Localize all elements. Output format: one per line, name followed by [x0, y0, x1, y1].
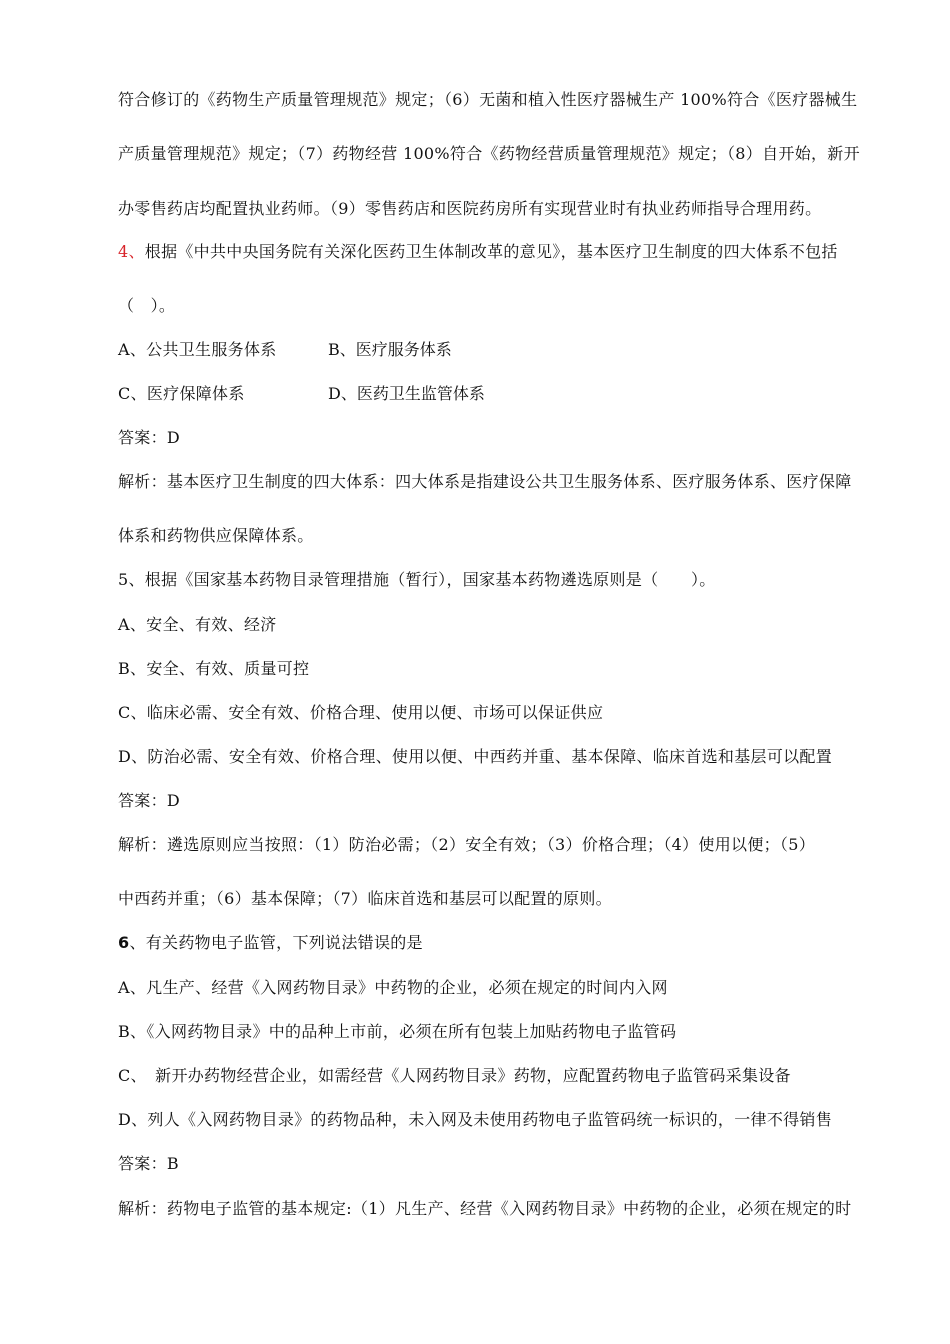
question-4-explanation-2: 体系和药物供应保障体系。: [118, 526, 314, 545]
question-4: [118, 241, 838, 263]
question-4-option-b: B、医疗服务体系: [328, 340, 452, 359]
question-4-option-d: D、医药卫生监管体系: [328, 384, 485, 403]
question-6-option-d: D、列人《入网药物目录》的药物品种，未入网及未使用药物电子监管码统一标识的，一律不得销售: [118, 1110, 833, 1129]
question-6: [118, 932, 423, 954]
question-5-option-c: C、临床必需、安全有效、价格合理、使用以便、市场可以保证供应: [118, 703, 604, 722]
question-4-option-c: C、医疗保障体系: [118, 384, 245, 403]
question-5-option-a: A、安全、有效、经济: [118, 615, 277, 634]
question-6-number: 6: [118, 933, 130, 952]
question-5-explanation-1: 解析：遴选原则应当按照：（1）防治必需；（2）安全有效；（3）价格合理；（4）使用以便；（5）: [118, 835, 815, 854]
question-6-text: 、有关药物电子监管，下列说法错误的是: [129, 933, 423, 952]
question-6-option-c: C、 新开办药物经营企业，如需经营《人网药物目录》药物，应配置药物电子监管码采集设备: [118, 1066, 791, 1085]
question-4-number: 4、: [118, 242, 145, 261]
question-6-option-b: B、《入网药物目录》中的品种上市前，必须在所有包装上加贴药物电子监管码: [118, 1022, 677, 1041]
question-6-answer: 答案：B: [118, 1154, 179, 1173]
intro-line-1: 符合修订的《药物生产质量管理规范》规定；（6）无菌和植入性医疗器械生产 100%符合《医疗器械生: [118, 90, 858, 109]
intro-line-3: 办零售药店均配置执业药师。（9）零售药店和医院药房所有实现营业时有执业药师指导合理用药。: [118, 199, 822, 218]
question-4-explanation-1: 解析：基本医疗卫生制度的四大体系：四大体系是指建设公共卫生服务体系、医疗服务体系、医疗保障: [118, 472, 852, 491]
question-4-text: 根据《中共中央国务院有关深化医药卫生体制改革的意见》，基本医疗卫生制度的四大体系不包括: [144, 242, 838, 261]
question-5-option-d: D、防治必需、安全有效、价格合理、使用以便、中西药并重、基本保障、临床首选和基层可以配置: [118, 747, 833, 766]
intro-line-2: 产质量管理规范》规定；（7）药物经营 100%符合《药物经营质量管理规范》规定；（8）自开始，新开: [118, 144, 860, 163]
question-4-option-a: A、公共卫生服务体系: [118, 340, 277, 359]
question-4-blank: （ ）。: [118, 296, 176, 315]
question-4-answer: 答案：D: [118, 428, 181, 447]
question-6-option-a: A、凡生产、经营《入网药物目录》中药物的企业，必须在规定的时间内入网: [118, 978, 668, 997]
question-5-option-b: B、安全、有效、质量可控: [118, 659, 310, 678]
question-6-explanation-1: 解析：药物电子监管的基本规定:（1）凡生产、经营《入网药物目录》中药物的企业，必须在规定的时: [118, 1199, 852, 1218]
question-5: 5、根据《国家基本药物目录管理措施（暂行），国家基本药物遴选原则是（ ）。: [118, 570, 716, 589]
question-5-answer: 答案：D: [118, 791, 181, 810]
question-5-explanation-2: 中西药并重；（6）基本保障；（7）临床首选和基层可以配置的原则。: [118, 889, 612, 908]
